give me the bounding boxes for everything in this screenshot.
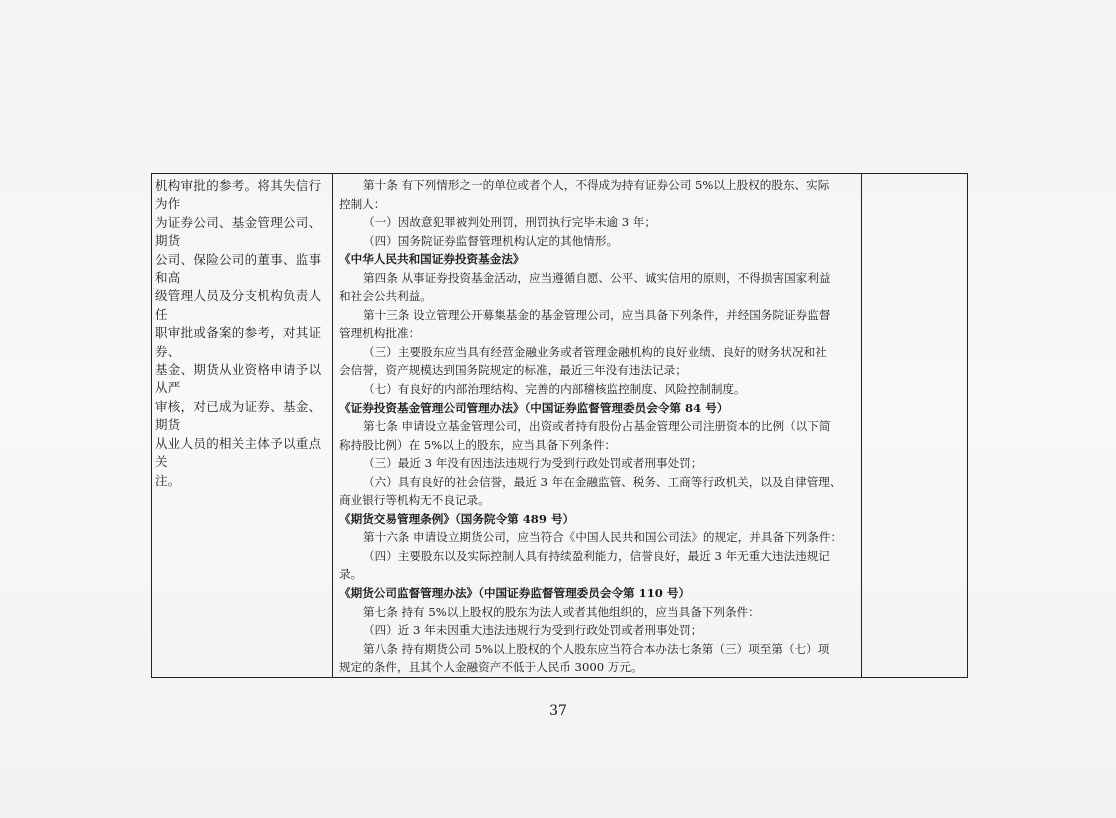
law-line: 第八条 持有期货公司 5%以上股权的个人股东应当符合本办法七条第（三）项至第（七）项 <box>363 641 830 656</box>
law-line: 录。 <box>339 567 363 582</box>
law-line: （四）主要股东以及实际控制人具有持续盈利能力，信誉良好，最近 3 年无重大违法违规记 <box>363 548 830 563</box>
notes-cell <box>862 174 968 678</box>
law-line: 第十三条 设立管理公开募集基金的基金管理公司，应当具备下列条件，并经国务院证券监督 <box>363 307 831 322</box>
measures-line: 从业人员的相关主体予以重点关 <box>155 435 322 470</box>
legal-basis-cell <box>333 174 862 678</box>
law-line: 控制人： <box>339 196 386 211</box>
law-title: 《期货公司监督管理办法》（中国证券监督管理委员会令第 110 号） <box>339 586 691 601</box>
measures-line: 职审批或备案的参考，对其证券、 <box>155 325 322 359</box>
measures-line: 机构审批的参考。将其失信行为作 <box>155 178 322 212</box>
page-number: 37 <box>549 703 567 719</box>
law-title: 《中华人民共和国证券投资基金法》 <box>339 252 525 267</box>
law-line: 称持股比例）在 5%以上的股东，应当具备下列条件： <box>339 437 617 452</box>
table-row <box>152 174 968 678</box>
law-line: 第十条 有下列情形之一的单位或者个人，不得成为持有证券公司 5%以上股权的股东、实际 <box>363 178 830 192</box>
measures-line: 级管理人员及分支机构负责人任 <box>155 288 322 322</box>
law-line: 和社会公共利益。 <box>339 289 432 304</box>
measures-line: 为证券公司、基金管理公司、期货 <box>155 214 322 249</box>
law-title: 《期货交易管理条例》（国务院令第 489 号） <box>339 511 575 526</box>
law-line: （七）有良好的内部治理结构、完善的内部稽核监控制度、风险控制制度。 <box>363 382 746 397</box>
law-line: 第七条 持有 5%以上股权的股东为法人或者其他组织的，应当具备下列条件： <box>363 604 760 619</box>
law-line: （三）最近 3 年没有因违法违规行为受到行政处罚或者刑事处罚； <box>363 456 703 471</box>
measures-cell <box>152 174 333 678</box>
regulation-table <box>151 173 968 678</box>
measures-line: 审核，对已成为证券、基金、期货 <box>155 398 322 433</box>
law-line: 会信誉，资产规模达到国务院规定的标准，最近三年没有违法记录； <box>339 363 687 378</box>
law-line: （六）具有良好的社会信誉，最近 3 年在金融监管、税务、工商等行政机关，以及自律管理、 <box>363 474 842 489</box>
law-title: 《证券投资基金管理公司管理办法》（中国证券监督管理委员会令第 84 号） <box>339 400 729 415</box>
law-line: （四）国务院证券监督管理机构认定的其他情形。 <box>363 233 619 248</box>
law-line: 商业银行等机构无不良记录。 <box>339 493 490 508</box>
law-line: 第四条 从事证券投资基金活动，应当遵循自愿、公平、诚实信用的原则，不得损害国家利益 <box>363 270 831 285</box>
measures-line: 基金、期货从业资格申请予以从严 <box>155 362 322 396</box>
law-line: （三）主要股东应当具有经营金融业务或者管理金融机构的良好业绩、良好的财务状况和社 <box>363 344 827 359</box>
measures-line: 注。 <box>155 472 181 488</box>
legal-basis-text <box>333 174 861 677</box>
law-line: 规定的条件，且其个人金融资产不低于人民币 3000 万元。 <box>339 660 643 675</box>
law-line: （一）因故意犯罪被判处刑罚，刑罚执行完毕未逾 3 年； <box>363 215 656 230</box>
law-line: 管理机构批准： <box>339 326 421 341</box>
law-line: 第十六条 申请设立期货公司，应当符合《中国人民共和国公司法》的规定，并具备下列条件： <box>363 530 843 545</box>
measures-line: 公司、保险公司的董事、监事和高 <box>155 251 322 286</box>
law-line: （四）近 3 年未因重大违法违规行为受到行政处罚或者刑事处罚； <box>363 623 703 638</box>
law-line: 第七条 申请设立基金管理公司，出资或者持有股份占基金管理公司注册资本的比例（以下简 <box>363 419 831 434</box>
measures-text <box>152 174 332 490</box>
